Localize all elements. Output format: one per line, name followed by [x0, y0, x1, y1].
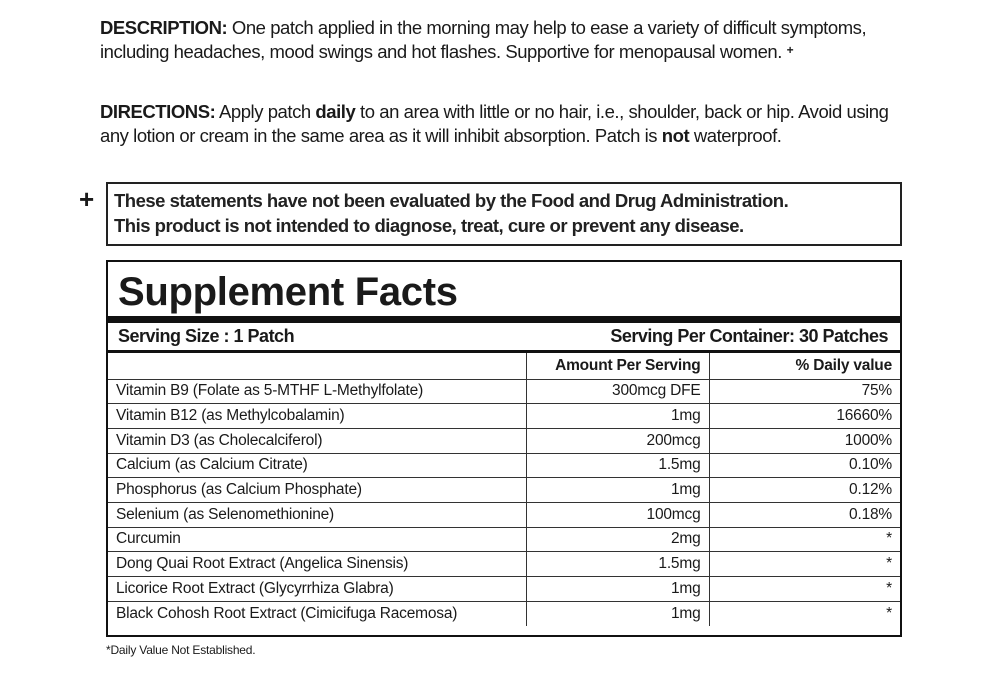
footnote: *Daily Value Not Established. — [106, 643, 256, 657]
ingredient-name: Phosphorus (as Calcium Phosphate) — [108, 478, 526, 503]
daily-value: 1000% — [709, 428, 900, 453]
directions-bold: daily — [315, 101, 356, 122]
table-row — [108, 577, 900, 602]
ingredient-name: Vitamin B12 (as Methylcobalamin) — [108, 404, 526, 429]
daily-value: 0.18% — [709, 502, 900, 527]
table-row — [108, 502, 900, 527]
amount: 100mcg — [526, 502, 709, 527]
ingredient-name: Selenium (as Selenomethionine) — [108, 502, 526, 527]
amount: 1.5mg — [526, 453, 709, 478]
table-row — [108, 404, 900, 429]
daily-value: 16660% — [709, 404, 900, 429]
table-row — [108, 601, 900, 626]
amount: 300mcg DFE — [526, 379, 709, 404]
plus-icon: + — [79, 184, 95, 214]
directions-text: waterproof. — [689, 125, 782, 146]
table-header — [108, 353, 900, 379]
directions-text: to an area with little or no hair, i.e., shoulder, back or hip. Avoid using any lotion or cream in the same area as it will inhibit absorption. Patch is — [100, 101, 889, 146]
description-label: DESCRIPTION: — [100, 17, 228, 38]
header-amount: Amount Per Serving — [526, 353, 709, 379]
amount: 200mcg — [526, 428, 709, 453]
description — [100, 16, 910, 66]
amount: 1mg — [526, 577, 709, 602]
amount: 1mg — [526, 478, 709, 503]
table-row — [108, 527, 900, 552]
serving-info — [108, 323, 900, 353]
daily-value: 0.12% — [709, 478, 900, 503]
ingredient-name: Black Cohosh Root Extract (Cimicifuga Racemosa) — [108, 601, 526, 626]
amount: 1mg — [526, 601, 709, 626]
daily-value: * — [709, 577, 900, 602]
table-row — [108, 478, 900, 503]
ingredient-name: Dong Quai Root Extract (Angelica Sinensis) — [108, 552, 526, 577]
footnote-mark: + — [786, 43, 794, 57]
directions-text: Apply patch — [215, 101, 316, 122]
daily-value: * — [709, 527, 900, 552]
serving-size: Serving Size : 1 Patch — [118, 326, 295, 346]
header-ingredient — [108, 353, 526, 379]
directions — [100, 100, 910, 148]
daily-value: * — [709, 552, 900, 577]
ingredient-name: Licorice Root Extract (Glycyrrhiza Glabra) — [108, 577, 526, 602]
ingredient-name: Vitamin D3 (as Cholecalciferol) — [108, 428, 526, 453]
disclaimer-line: This product is not intended to diagnose, treat, cure or prevent any disease. — [114, 215, 744, 236]
facts-table — [108, 353, 900, 626]
table-row — [108, 379, 900, 404]
supplement-facts-panel — [106, 260, 902, 637]
ingredient-name: Vitamin B9 (Folate as 5-MTHF L-Methylfolate) — [108, 379, 526, 404]
daily-value: 75% — [709, 379, 900, 404]
daily-value: * — [709, 601, 900, 626]
table-row — [108, 428, 900, 453]
amount: 1.5mg — [526, 552, 709, 577]
fda-disclaimer — [106, 182, 902, 246]
table-row — [108, 552, 900, 577]
table-row — [108, 453, 900, 478]
daily-value: 0.10% — [709, 453, 900, 478]
servings-per-container: Serving Per Container: 30 Patches — [610, 326, 888, 346]
panel-title: Supplement Facts — [108, 262, 900, 323]
amount: 2mg — [526, 527, 709, 552]
description-text: One patch applied in the morning may help to ease a variety of difficult symptoms, including headaches, mood swings and hot flashes. Supportive for menopausal women. — [100, 17, 867, 62]
directions-bold: not — [661, 125, 690, 146]
header-daily-value: % Daily value — [795, 356, 892, 374]
directions-label: DIRECTIONS: — [100, 101, 216, 122]
ingredient-name: Calcium (as Calcium Citrate) — [108, 453, 526, 478]
ingredient-name: Curcumin — [108, 527, 526, 552]
amount: 1mg — [526, 404, 709, 429]
disclaimer-line: These statements have not been evaluated by the Food and Drug Administration. — [114, 190, 789, 211]
